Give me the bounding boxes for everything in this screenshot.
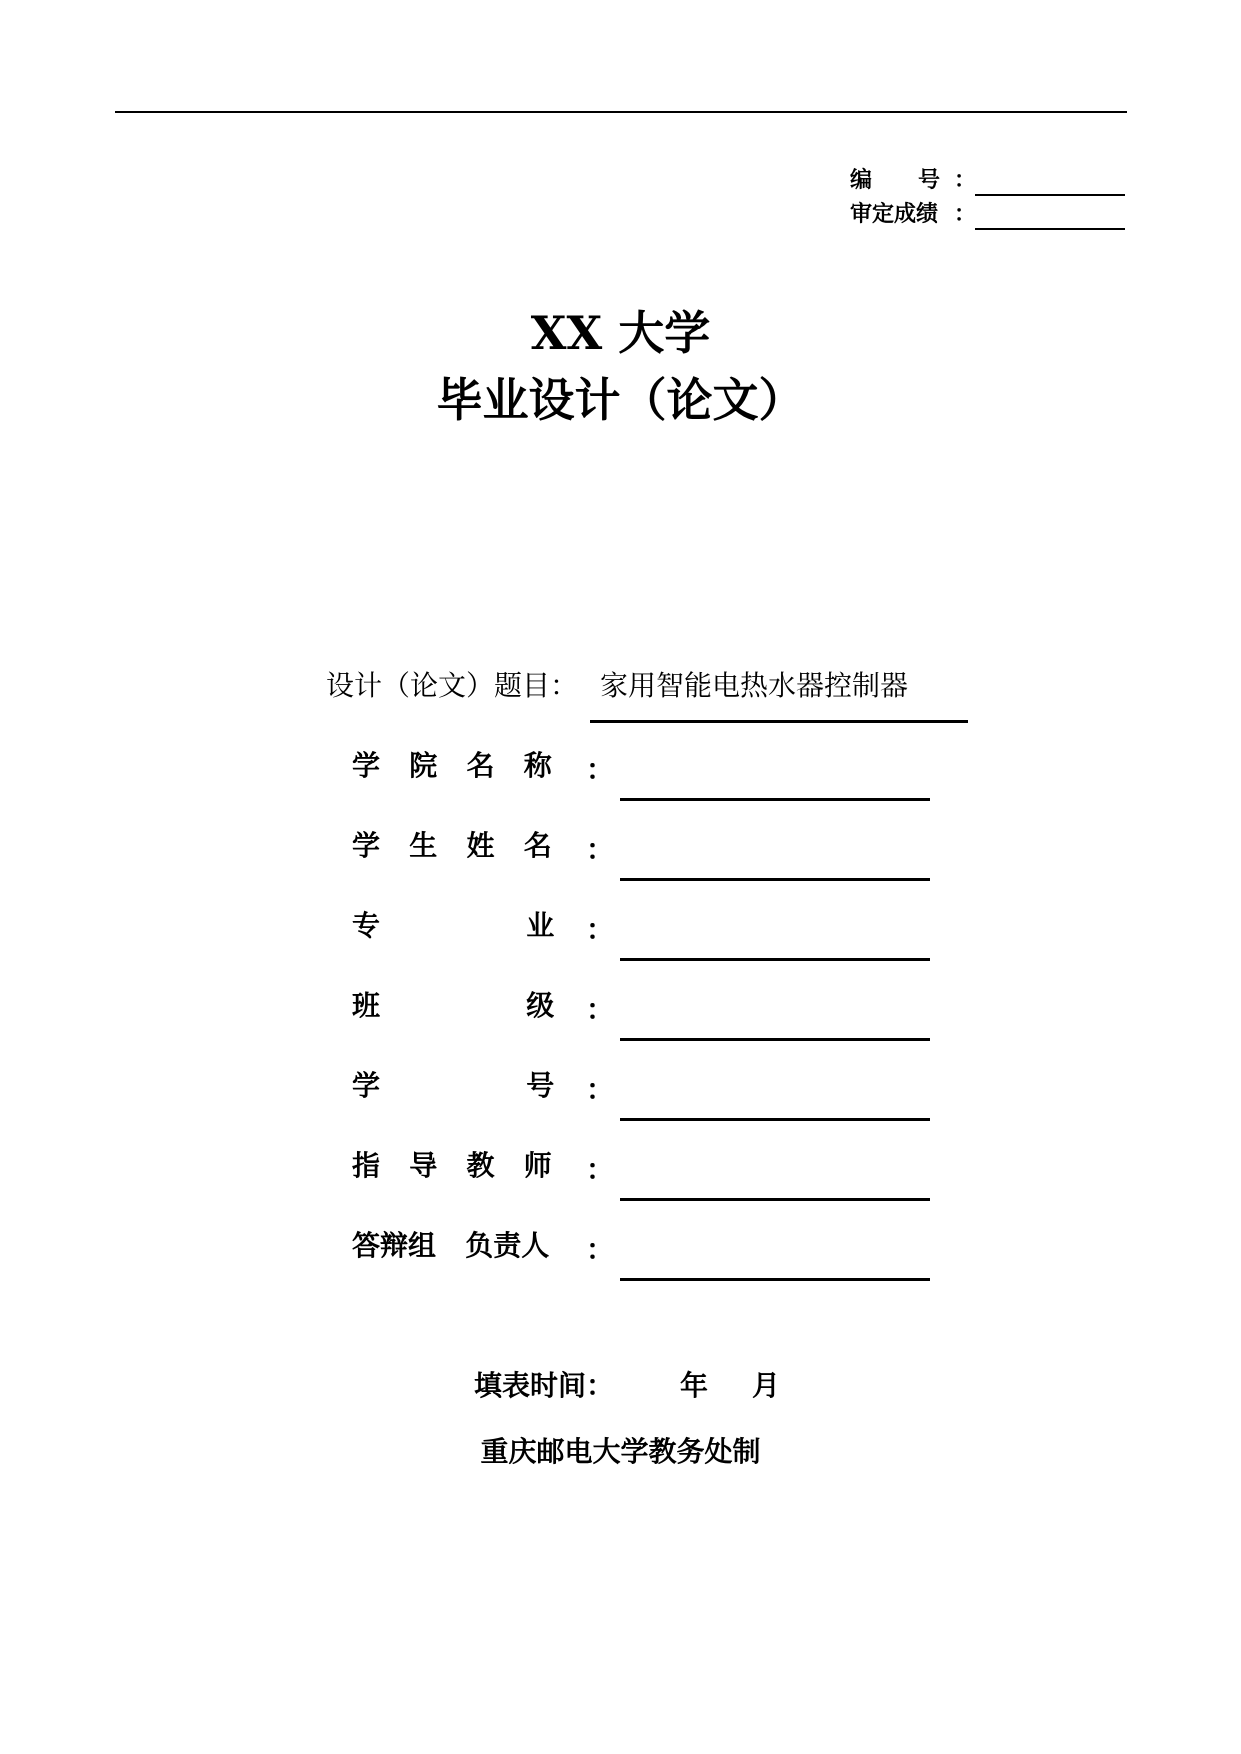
student-name-row xyxy=(352,824,932,884)
topic-label: 设计（论文）题目： xyxy=(326,669,579,702)
advisor-label: 指 导 教 师 xyxy=(352,1149,552,1182)
major-colon: ： xyxy=(586,913,615,946)
grade-field[interactable] xyxy=(975,228,1125,230)
student-name-label: 学 生 姓 名 xyxy=(352,829,552,862)
grade-label: 审定成绩 xyxy=(850,201,939,227)
class-field[interactable] xyxy=(620,1038,930,1041)
thesis-title: 毕业设计（论文） xyxy=(436,373,805,427)
major-field[interactable] xyxy=(620,958,930,961)
advisor-row xyxy=(352,1144,932,1204)
advisor-colon: ： xyxy=(586,1153,615,1186)
college-name-label: 学 院 名 称 xyxy=(352,749,552,782)
college-name-colon: ： xyxy=(586,753,615,786)
month-label: 月 xyxy=(752,1369,781,1402)
issuer-text: 重庆邮电大学教务处制 xyxy=(480,1435,761,1468)
defense-lead-colon: ： xyxy=(586,1233,615,1266)
fill-date-label: 填表时间： xyxy=(474,1369,615,1402)
major-row xyxy=(352,904,932,964)
number-field[interactable] xyxy=(975,194,1125,196)
class-row xyxy=(352,984,932,1044)
year-label: 年 xyxy=(680,1369,709,1402)
student-id-colon: ： xyxy=(586,1073,615,1106)
student-id-row xyxy=(352,1064,932,1124)
class-label: 班 级 xyxy=(352,989,555,1022)
header-rule xyxy=(115,111,1127,113)
student-name-field[interactable] xyxy=(620,878,930,881)
advisor-field[interactable] xyxy=(620,1198,930,1201)
number-colon: ： xyxy=(954,167,977,193)
college-name-row xyxy=(352,744,932,804)
class-colon: ： xyxy=(586,993,615,1026)
student-id-label: 学 号 xyxy=(352,1069,555,1102)
defense-lead-row xyxy=(352,1224,932,1284)
major-label: 专 业 xyxy=(352,909,555,942)
number-label: 编 号 xyxy=(850,167,940,193)
topic-underline xyxy=(590,720,968,723)
defense-lead-field[interactable] xyxy=(620,1278,930,1281)
student-id-field[interactable] xyxy=(620,1118,930,1121)
defense-lead-label: 答辩组 负责人 xyxy=(352,1229,550,1262)
topic-value[interactable]: 家用智能电热水器控制器 xyxy=(600,669,909,702)
student-name-colon: ： xyxy=(586,833,615,866)
grade-colon: ： xyxy=(954,201,977,227)
college-name-field[interactable] xyxy=(620,798,930,801)
university-title: XX 大学 xyxy=(530,306,711,360)
